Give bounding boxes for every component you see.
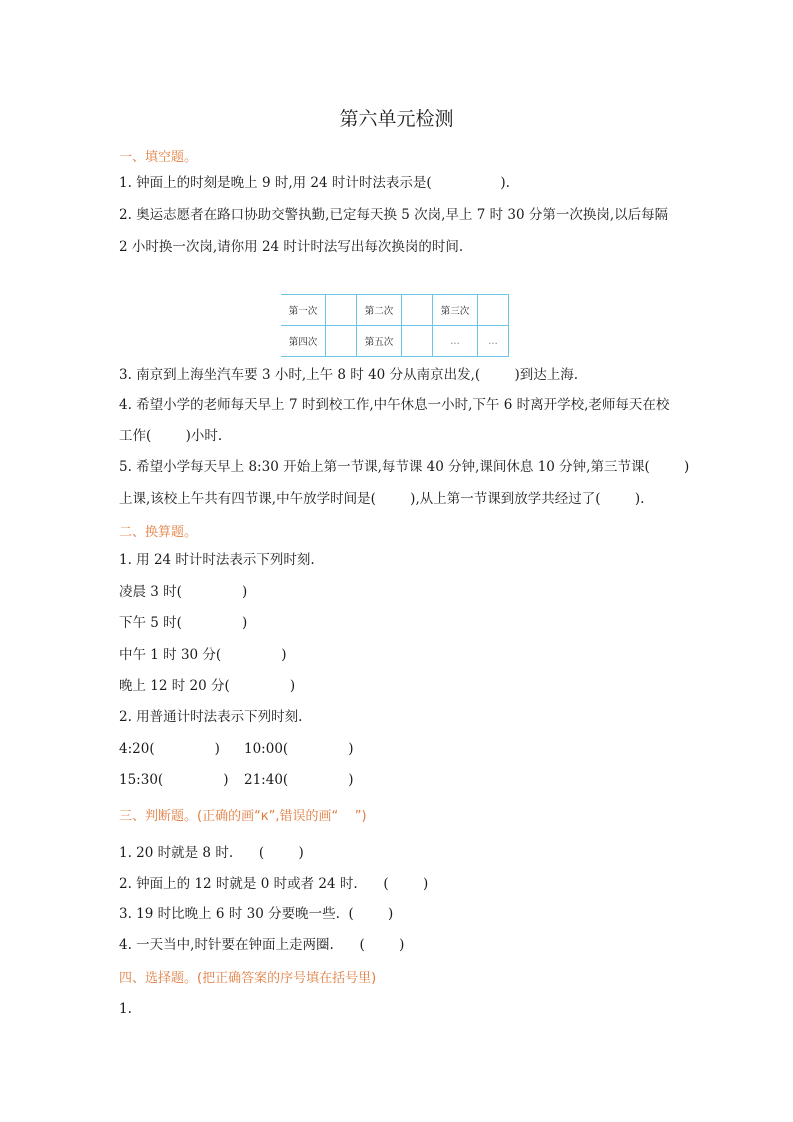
question-fill-4-line2: 工作( )小时.: [119, 428, 223, 444]
question-fill-1: 1. 钟面上的时刻是晚上 9 时,用 24 时计时法表示是( ).: [119, 175, 510, 191]
convert-item: 4:20( ): [119, 741, 220, 757]
question-convert-1: 1. 用 24 时计时法表示下列时刻.: [119, 552, 315, 568]
table-cell[interactable]: [326, 295, 357, 326]
section-choice: 四、选择题。(把正确答案的序号填在括号里): [119, 971, 377, 986]
question-fill-4-line1: 4. 希望小学的老师每天早上 7 时到校工作,中午休息一小时,下午 6 时离开学校,老师每天在校: [119, 397, 670, 413]
question-judge-4: 4. 一天当中,时针要在钟面上走两圈. ( ): [119, 937, 405, 953]
question-fill-2-line2: 2 小时换一次岗,请你用 24 时计时法写出每次换岗的时间.: [119, 239, 464, 255]
table-row: [281, 295, 509, 326]
convert-item: 凌晨 3 时( ): [119, 584, 248, 600]
convert-item: 15:30( ): [119, 772, 229, 788]
question-choice-1: 1.: [119, 1001, 132, 1017]
convert-item: 中午 1 时 30 分( ): [119, 647, 287, 663]
table-cell: …: [478, 326, 509, 357]
table-cell: 第五次: [357, 326, 402, 357]
shift-table: [281, 294, 509, 357]
convert-item: 下午 5 时( ): [119, 615, 248, 631]
table-cell: 第三次: [433, 295, 478, 326]
section-conversion: 二、换算题。: [119, 525, 198, 540]
section-judgment: 三、判断题。(正确的画“к”,错误的画“ ”): [119, 809, 367, 824]
section-fill-blank: 一、填空题。: [119, 150, 198, 165]
table-cell: 第四次: [281, 326, 326, 357]
convert-item: 晚上 12 时 20 分( ): [119, 678, 296, 694]
table-cell: …: [433, 326, 478, 357]
question-fill-5-line1: 5. 希望小学每天早上 8:30 开始上第一节课,每节课 40 分钟,课间休息 10 分钟,第三节课( ): [119, 459, 690, 475]
table-cell[interactable]: [402, 326, 433, 357]
page-title: 第六单元检测: [339, 108, 454, 130]
convert-item: 21:40( ): [244, 772, 354, 788]
table-cell[interactable]: [326, 326, 357, 357]
table-cell: 第二次: [357, 295, 402, 326]
question-fill-5-line2: 上课,该校上午共有四节课,中午放学时间是( ),从上第一节课到放学共经过了( ).: [119, 491, 645, 507]
question-judge-2: 2. 钟面上的 12 时就是 0 时或者 24 时. ( ): [119, 876, 429, 892]
question-judge-1: 1. 20 时就是 8 时. ( ): [119, 845, 304, 861]
question-judge-3: 3. 19 时比晚上 6 时 30 分要晚一些. ( ): [119, 906, 394, 922]
table-cell: 第一次: [281, 295, 326, 326]
convert-item: 10:00( ): [244, 741, 354, 757]
question-convert-2: 2. 用普通计时法表示下列时刻.: [119, 709, 303, 725]
table-cell[interactable]: [402, 295, 433, 326]
question-fill-3: 3. 南京到上海坐汽车要 3 小时,上午 8 时 40 分从南京出发,( )到达上海.: [119, 367, 579, 383]
table-cell[interactable]: [478, 295, 509, 326]
table-row: [281, 326, 509, 357]
question-fill-2-line1: 2. 奥运志愿者在路口协助交警执勤,已定每天换 5 次岗,早上 7 时 30 分第一次换岗,以后每隔: [119, 207, 669, 223]
